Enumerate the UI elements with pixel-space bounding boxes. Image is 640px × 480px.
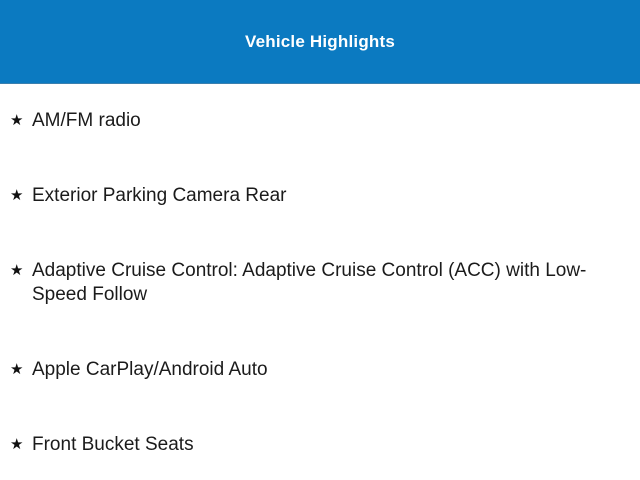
list-item <box>10 358 607 382</box>
page-title: Vehicle Highlights <box>244 31 396 51</box>
list-item-label: Adaptive Cruise Control: Adaptive Cruise Control (ACC) with Low-Speed Follow <box>32 260 587 305</box>
list-item-label: Apple CarPlay/Android Auto <box>32 359 268 380</box>
star-icon: ★ <box>10 361 24 378</box>
list-item <box>10 433 607 457</box>
star-icon: ★ <box>10 436 24 453</box>
star-icon: ★ <box>10 112 24 129</box>
list-item-label: AM/FM radio <box>32 110 141 131</box>
list-item <box>10 259 607 307</box>
highlights-list <box>0 84 640 457</box>
star-icon: ★ <box>10 187 24 204</box>
highlights-header-banner <box>0 0 640 84</box>
list-item <box>10 109 607 133</box>
list-item-label: Front Bucket Seats <box>32 434 194 455</box>
list-item-label: Exterior Parking Camera Rear <box>32 185 287 206</box>
star-icon: ★ <box>10 262 24 279</box>
list-item <box>10 184 607 208</box>
